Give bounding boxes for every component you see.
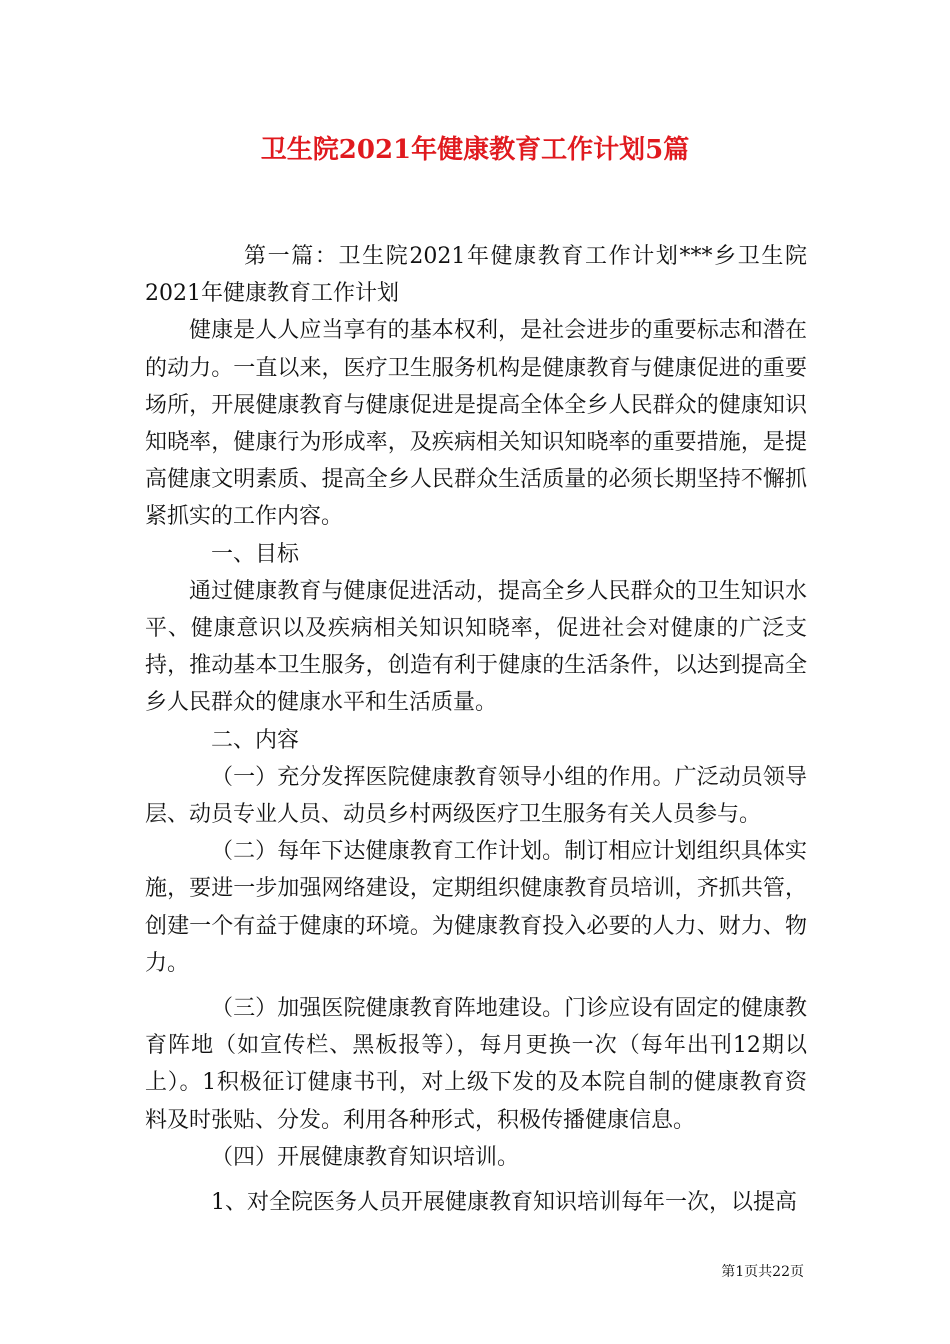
page-number: 第1页共22页 — [721, 1264, 804, 1280]
document-body — [145, 238, 807, 1221]
paragraph-intro: 健康是人人应当享有的基本权利，是社会进步的重要标志和潜在的动力。一直以来，医疗卫生服务机构是健康教育与健康促进的重要场所，开展健康教育与健康促进是提高全体全乡人民群众的健康知识知晓率，健康行为形成率，及疾病相关知识知晓率的重要措施，是提高健康文明素质、提高全乡人民群众生活质量的必须长期坚持不懈抓紧抓实的工作内容。 — [145, 318, 807, 530]
paragraph-item-1: （一）充分发挥医院健康教育领导小组的作用。广泛动员领导层、动员专业人员、动员乡村两级医疗卫生服务有关人员参与。 — [145, 764, 807, 828]
section-heading-first: 第一篇：卫生院2021年健康教育工作计划***乡卫生院2021年健康教育工作计划 — [145, 244, 807, 307]
paragraph-goals: 通过健康教育与健康促进活动，提高全乡人民群众的卫生知识水平、健康意识以及疾病相关知识知晓率，促进社会对健康的广泛支持，推动基本卫生服务，创造有利于健康的生活条件，以达到提高全乡人民群众的健康水平和生活质量。 — [145, 578, 807, 716]
paragraph-item-2: （二）每年下达健康教育工作计划。制订相应计划组织具体实施，要进一步加强网络建设，定期组织健康教育员培训，齐抓共管，创建一个有益于健康的环境。为健康教育投入必要的人力、财力、物力。 — [145, 839, 807, 976]
paragraph-item-3: （三）加强医院健康教育阵地建设。门诊应设有固定的健康教育阵地（如宣传栏、黑板报等），每月更换一次（每年出刊12期以上）。1积极征订健康书刊，对上级下发的及本院自制的健康教育资料及时张贴、分发。利用各种形式，积极传播健康信息。 — [145, 996, 807, 1133]
heading-content: 二、内容 — [211, 727, 300, 753]
document-title: 卫生院2021年健康教育工作计划5篇 — [260, 135, 690, 165]
heading-goals: 一、目标 — [211, 541, 300, 567]
paragraph-item-4-1: 1、对全院医务人员开展健康教育知识培训每年一次，以提高 — [211, 1190, 797, 1216]
paragraph-item-4: （四）开展健康教育知识培训。 — [211, 1144, 520, 1170]
